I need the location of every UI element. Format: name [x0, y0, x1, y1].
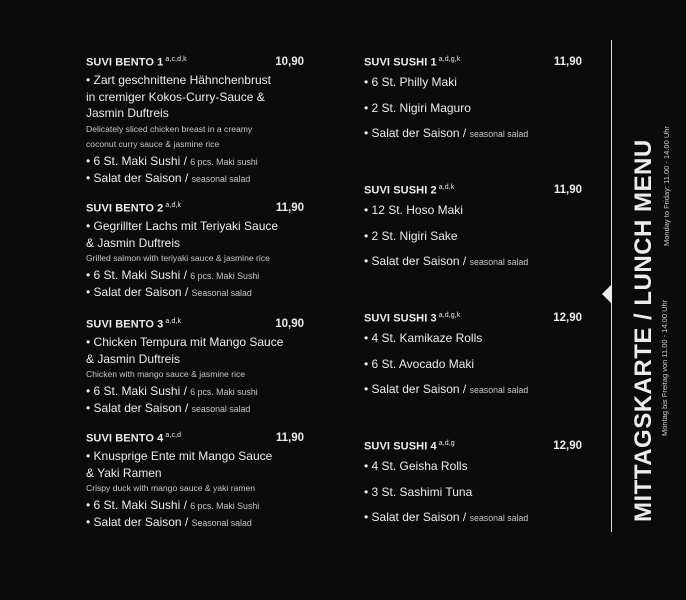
- item-line: • Salat der Saison / seasonal salad: [364, 382, 529, 397]
- allergen-codes: a,d,g: [438, 440, 455, 447]
- item-price: 11,90: [553, 56, 582, 68]
- item-line: in cremiger Kokos-Curry-Sauce &: [86, 89, 265, 104]
- item-price: 10,90: [275, 318, 304, 330]
- item-line: & Jasmin Duftreis: [86, 235, 181, 250]
- allergen-codes: a,c,d,k: [165, 56, 187, 63]
- allergen-codes: a,d,g,k: [438, 312, 461, 319]
- item-title: SUVI SUSHI 2 $^{a,d,k}$: [364, 184, 455, 197]
- item-line: & Jasmin Duftreis: [86, 351, 181, 366]
- item-extra: • 6 St. Maki Sushi / 6 pcs. Maki Sushi: [86, 267, 260, 282]
- item-extra: • 6 St. Maki Sushi / 6 pcs. Maki Sushi: [86, 497, 260, 512]
- item-line: • 4 St. Geisha Rolls: [364, 459, 468, 473]
- bento-item-1: [86, 56, 304, 188]
- item-extra: • 6 St. Maki Sushi / 6 pcs. Maki sushi: [86, 153, 258, 168]
- sushi-item-1: [364, 56, 582, 148]
- sushi-item-3: [364, 312, 582, 404]
- item-description: Delicately sliced chicken breast in a creamy: [86, 123, 253, 134]
- allergen-codes: a,c,d: [165, 432, 182, 439]
- item-description: Grilled salmon with teriyaki sauce & jasmine rice: [86, 253, 270, 263]
- allergen-codes: a,d,k: [165, 202, 182, 209]
- item-extra: • Salat der Saison / Seasonal salad: [86, 285, 252, 299]
- item-title: SUVI SUSHI 4 $^{a,d,g}$: [364, 440, 455, 453]
- item-price: 12,90: [553, 440, 582, 452]
- bento-item-4: [86, 432, 304, 532]
- item-extra: • 6 St. Maki Sushi / 6 pcs. Maki sushi: [86, 383, 258, 398]
- item-title: SUVI BENTO 4 $^{a,c,d}$: [86, 432, 182, 445]
- item-line: • Salat der Saison / seasonal salad: [364, 510, 529, 525]
- item-extra: • Salat der Saison / seasonal salad: [86, 401, 251, 415]
- item-line: • Gegrillter Lachs mit Teriyaki Sauce: [86, 219, 279, 233]
- item-line: • 6 St. Philly Maki: [364, 75, 457, 89]
- item-price: 10,90: [275, 56, 304, 68]
- item-price: 11,90: [553, 184, 582, 196]
- item-price: 11,90: [275, 432, 304, 444]
- item-line: • 2 St. Nigiri Sake: [364, 228, 458, 243]
- item-price: 11,90: [275, 202, 304, 214]
- item-line: • 3 St. Sashimi Tuna: [364, 484, 473, 499]
- item-line: • Zart geschnittene Hähnchenbrust: [86, 73, 271, 87]
- item-title: SUVI BENTO 1 $^{a,c,d,k}$: [86, 56, 187, 69]
- allergen-codes: a,d,g,k: [438, 56, 461, 63]
- item-description: Crispy duck with mango sauce & yaki ramen: [86, 483, 256, 493]
- item-extra: • Salat der Saison / seasonal salad: [86, 171, 251, 185]
- allergen-codes: a,d,k: [438, 184, 455, 191]
- item-title: SUVI SUSHI 3 $^{a,d,g,k}$: [364, 312, 461, 325]
- allergen-codes: a,d,k: [165, 318, 182, 325]
- bento-item-2: [86, 202, 304, 302]
- item-description: coconut curry sauce & jasmine rice: [86, 139, 220, 149]
- item-title: SUVI BENTO 2 $^{a,d,k}$: [86, 202, 182, 215]
- item-price: 12,90: [553, 312, 582, 324]
- item-line: Jasmin Duftreis: [86, 106, 169, 120]
- item-description: Chicken with mango sauce & jasmine rice: [86, 369, 246, 379]
- item-title: SUVI BENTO 3 $^{a,d,k}$: [86, 318, 182, 331]
- item-line: • 2 St. Nigiri Maguro: [364, 100, 471, 115]
- item-line: • 6 St. Avocado Maki: [364, 356, 475, 371]
- item-line: & Yaki Ramen: [86, 465, 162, 480]
- item-line: • 4 St. Kamikaze Rolls: [364, 331, 483, 345]
- sushi-item-2: [364, 184, 582, 276]
- item-line: • Salat der Saison / seasonal salad: [364, 254, 529, 269]
- bento-item-3: [86, 318, 304, 418]
- item-title: SUVI SUSHI 1 $^{a,d,g,k}$: [364, 56, 461, 69]
- item-line: • Knusprige Ente mit Mango Sauce: [86, 449, 273, 463]
- sushi-item-4: [364, 440, 582, 532]
- menu-title: MITTAGSKARTE / LUNCH MENU: [630, 139, 657, 522]
- hours-german: Montag bis Freitag von 11.00 - 14.00 Uhr: [660, 299, 669, 436]
- hours-english: Monday to Friday: 11.00 - 14.00 Uhr: [662, 126, 671, 246]
- item-line: • 12 St. Hoso Maki: [364, 203, 463, 217]
- item-line: • Salat der Saison / seasonal salad: [364, 126, 529, 141]
- item-extra: • Salat der Saison / Seasonal salad: [86, 515, 252, 529]
- pointer-triangle-icon: [602, 284, 612, 304]
- item-line: • Chicken Tempura mit Mango Sauce: [86, 335, 284, 349]
